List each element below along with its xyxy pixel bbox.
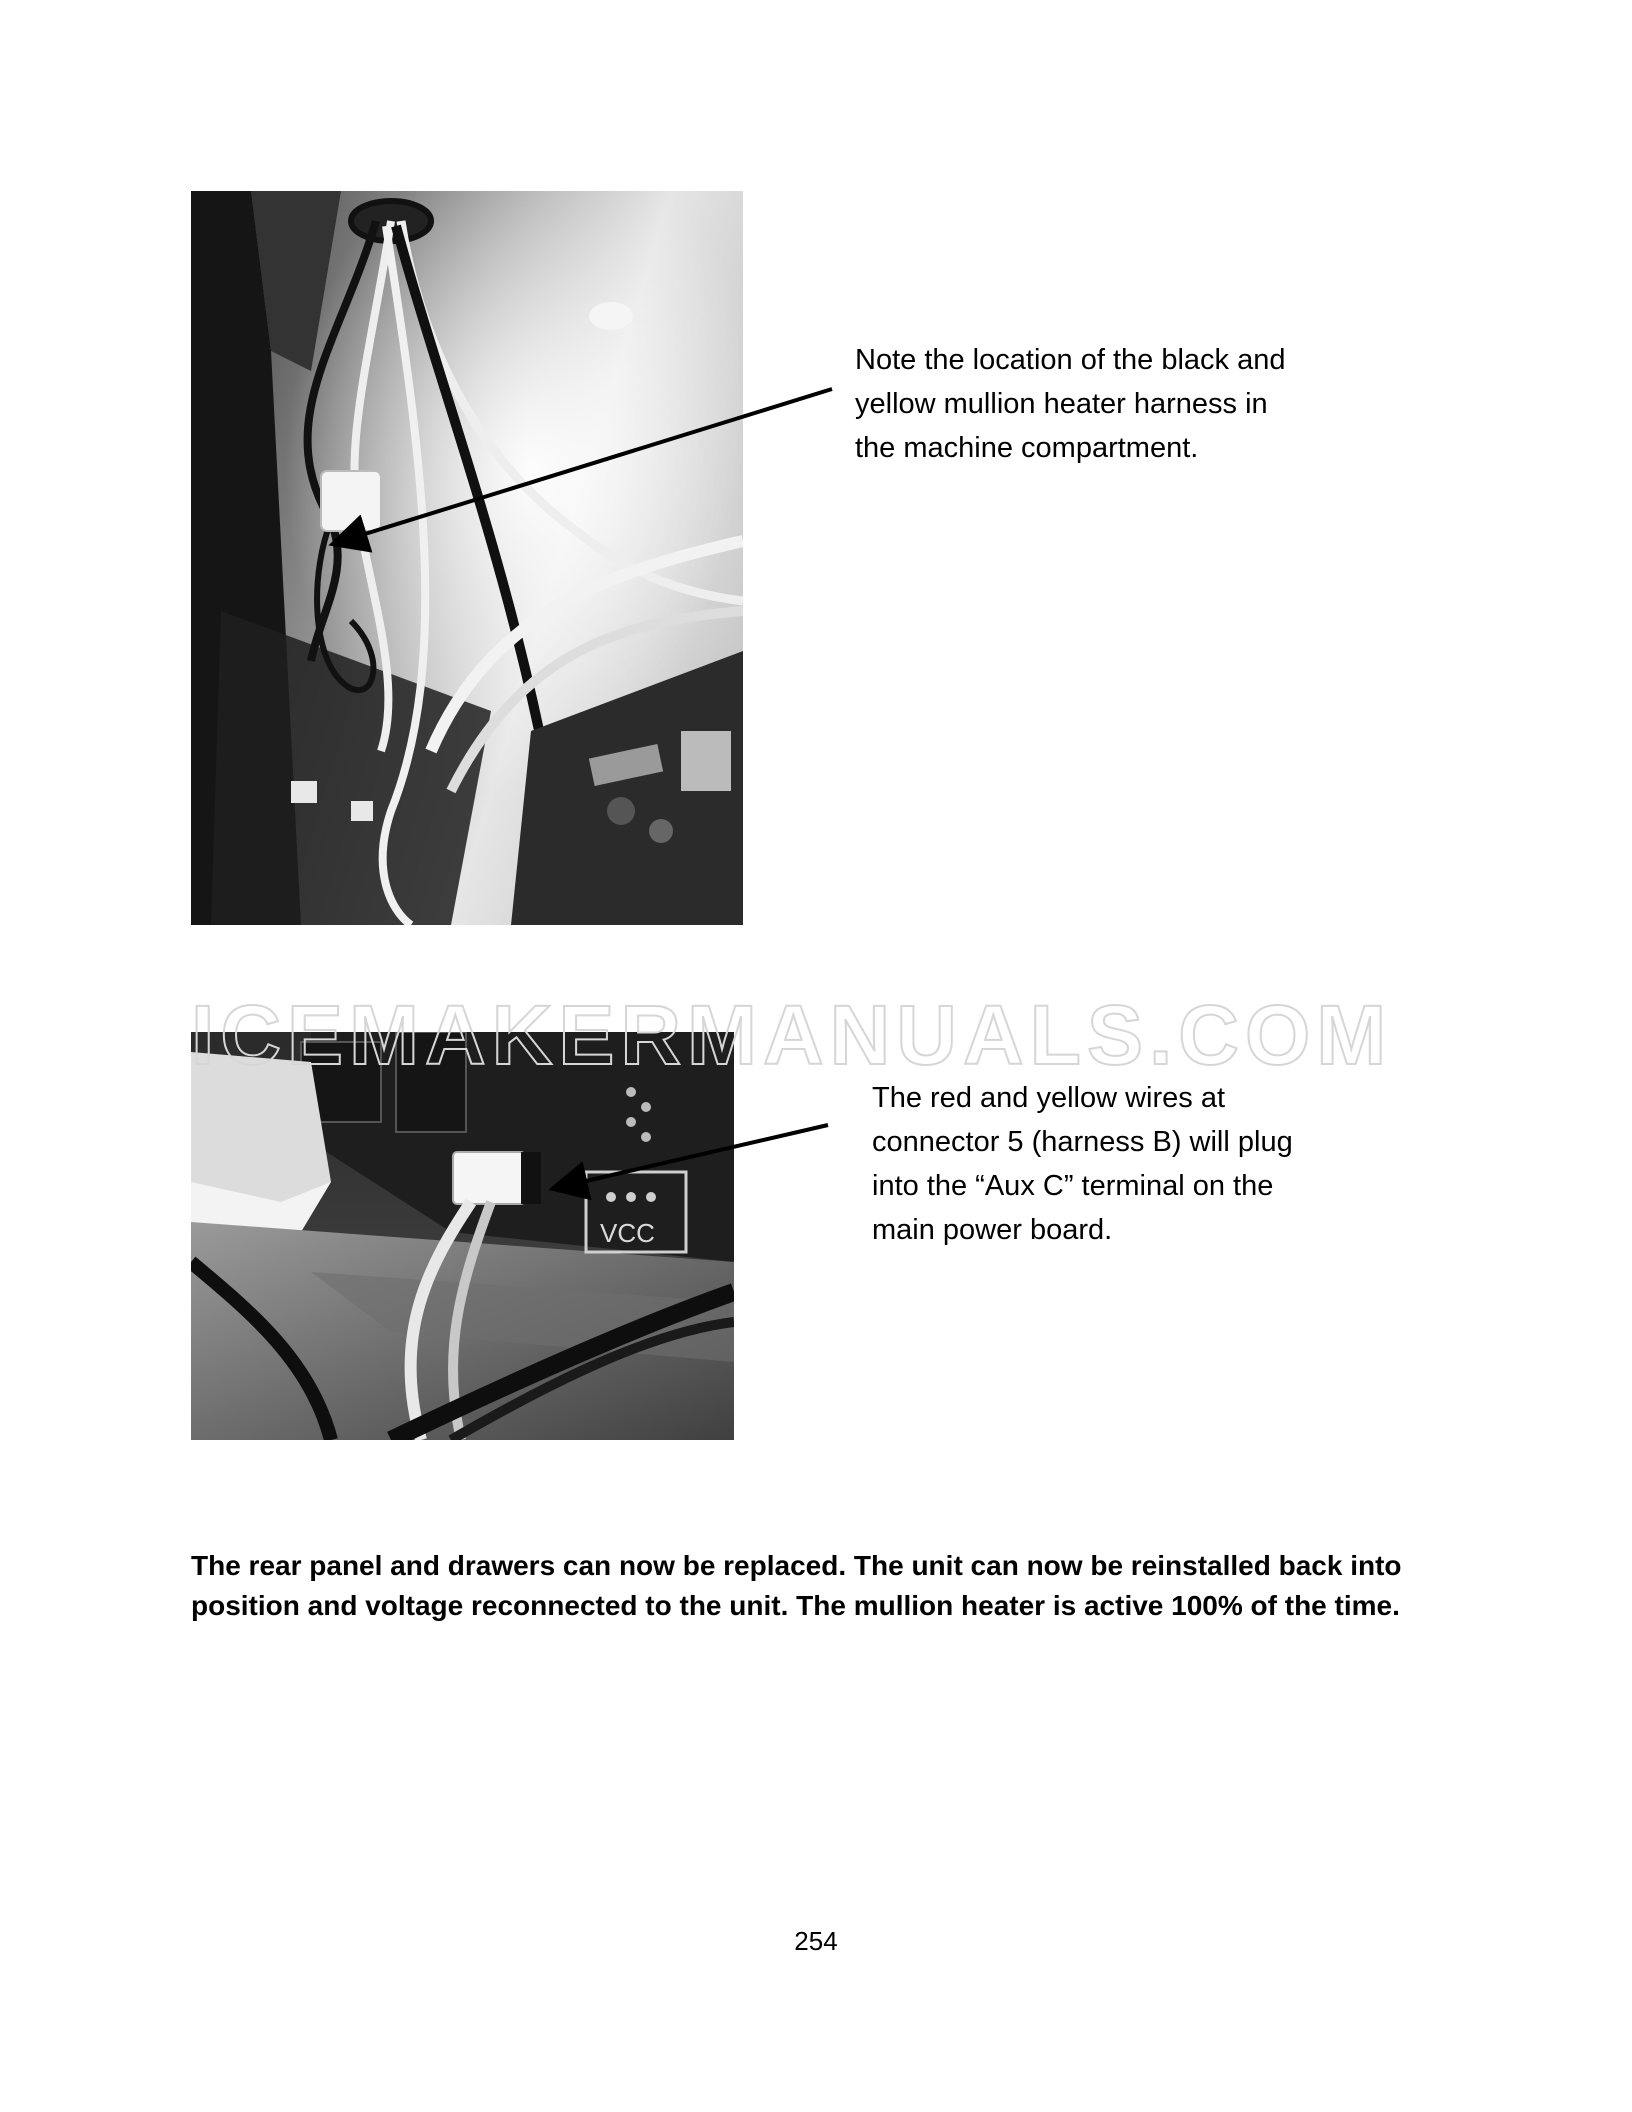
closing-line: The rear panel and drawers can now be replaced. The unit can now be reinstalled back into bbox=[191, 1550, 1402, 1581]
closing-line: position and voltage reconnected to the unit. The mullion heater is active 100% of the time. bbox=[191, 1590, 1400, 1621]
caption-line: yellow mullion heater harness in bbox=[855, 388, 1268, 420]
page-number: 254 bbox=[794, 1926, 838, 1956]
vcc-label: VCC bbox=[600, 1218, 655, 1248]
caption-line: Note the location of the black and bbox=[855, 344, 1286, 376]
closing-paragraph bbox=[191, 1546, 1451, 1626]
caption-line: The red and yellow wires at bbox=[872, 1082, 1225, 1114]
power-board-connector-photo-icon bbox=[191, 1032, 734, 1440]
caption-line: the machine compartment. bbox=[855, 432, 1199, 464]
figure-2-caption bbox=[872, 1076, 1392, 1252]
wiring-harness-photo-icon bbox=[191, 191, 743, 925]
caption-line: into the “Aux C” terminal on the bbox=[872, 1170, 1274, 1202]
watermark: ICEMAKERMANUALS.COM bbox=[191, 988, 1393, 1082]
power-board-connector-photo bbox=[191, 1032, 734, 1440]
caption-line: main power board. bbox=[872, 1214, 1113, 1246]
caption-line: connector 5 (harness B) will plug bbox=[872, 1126, 1293, 1158]
figure-1-caption bbox=[855, 338, 1375, 470]
wiring-harness-photo bbox=[191, 191, 743, 925]
